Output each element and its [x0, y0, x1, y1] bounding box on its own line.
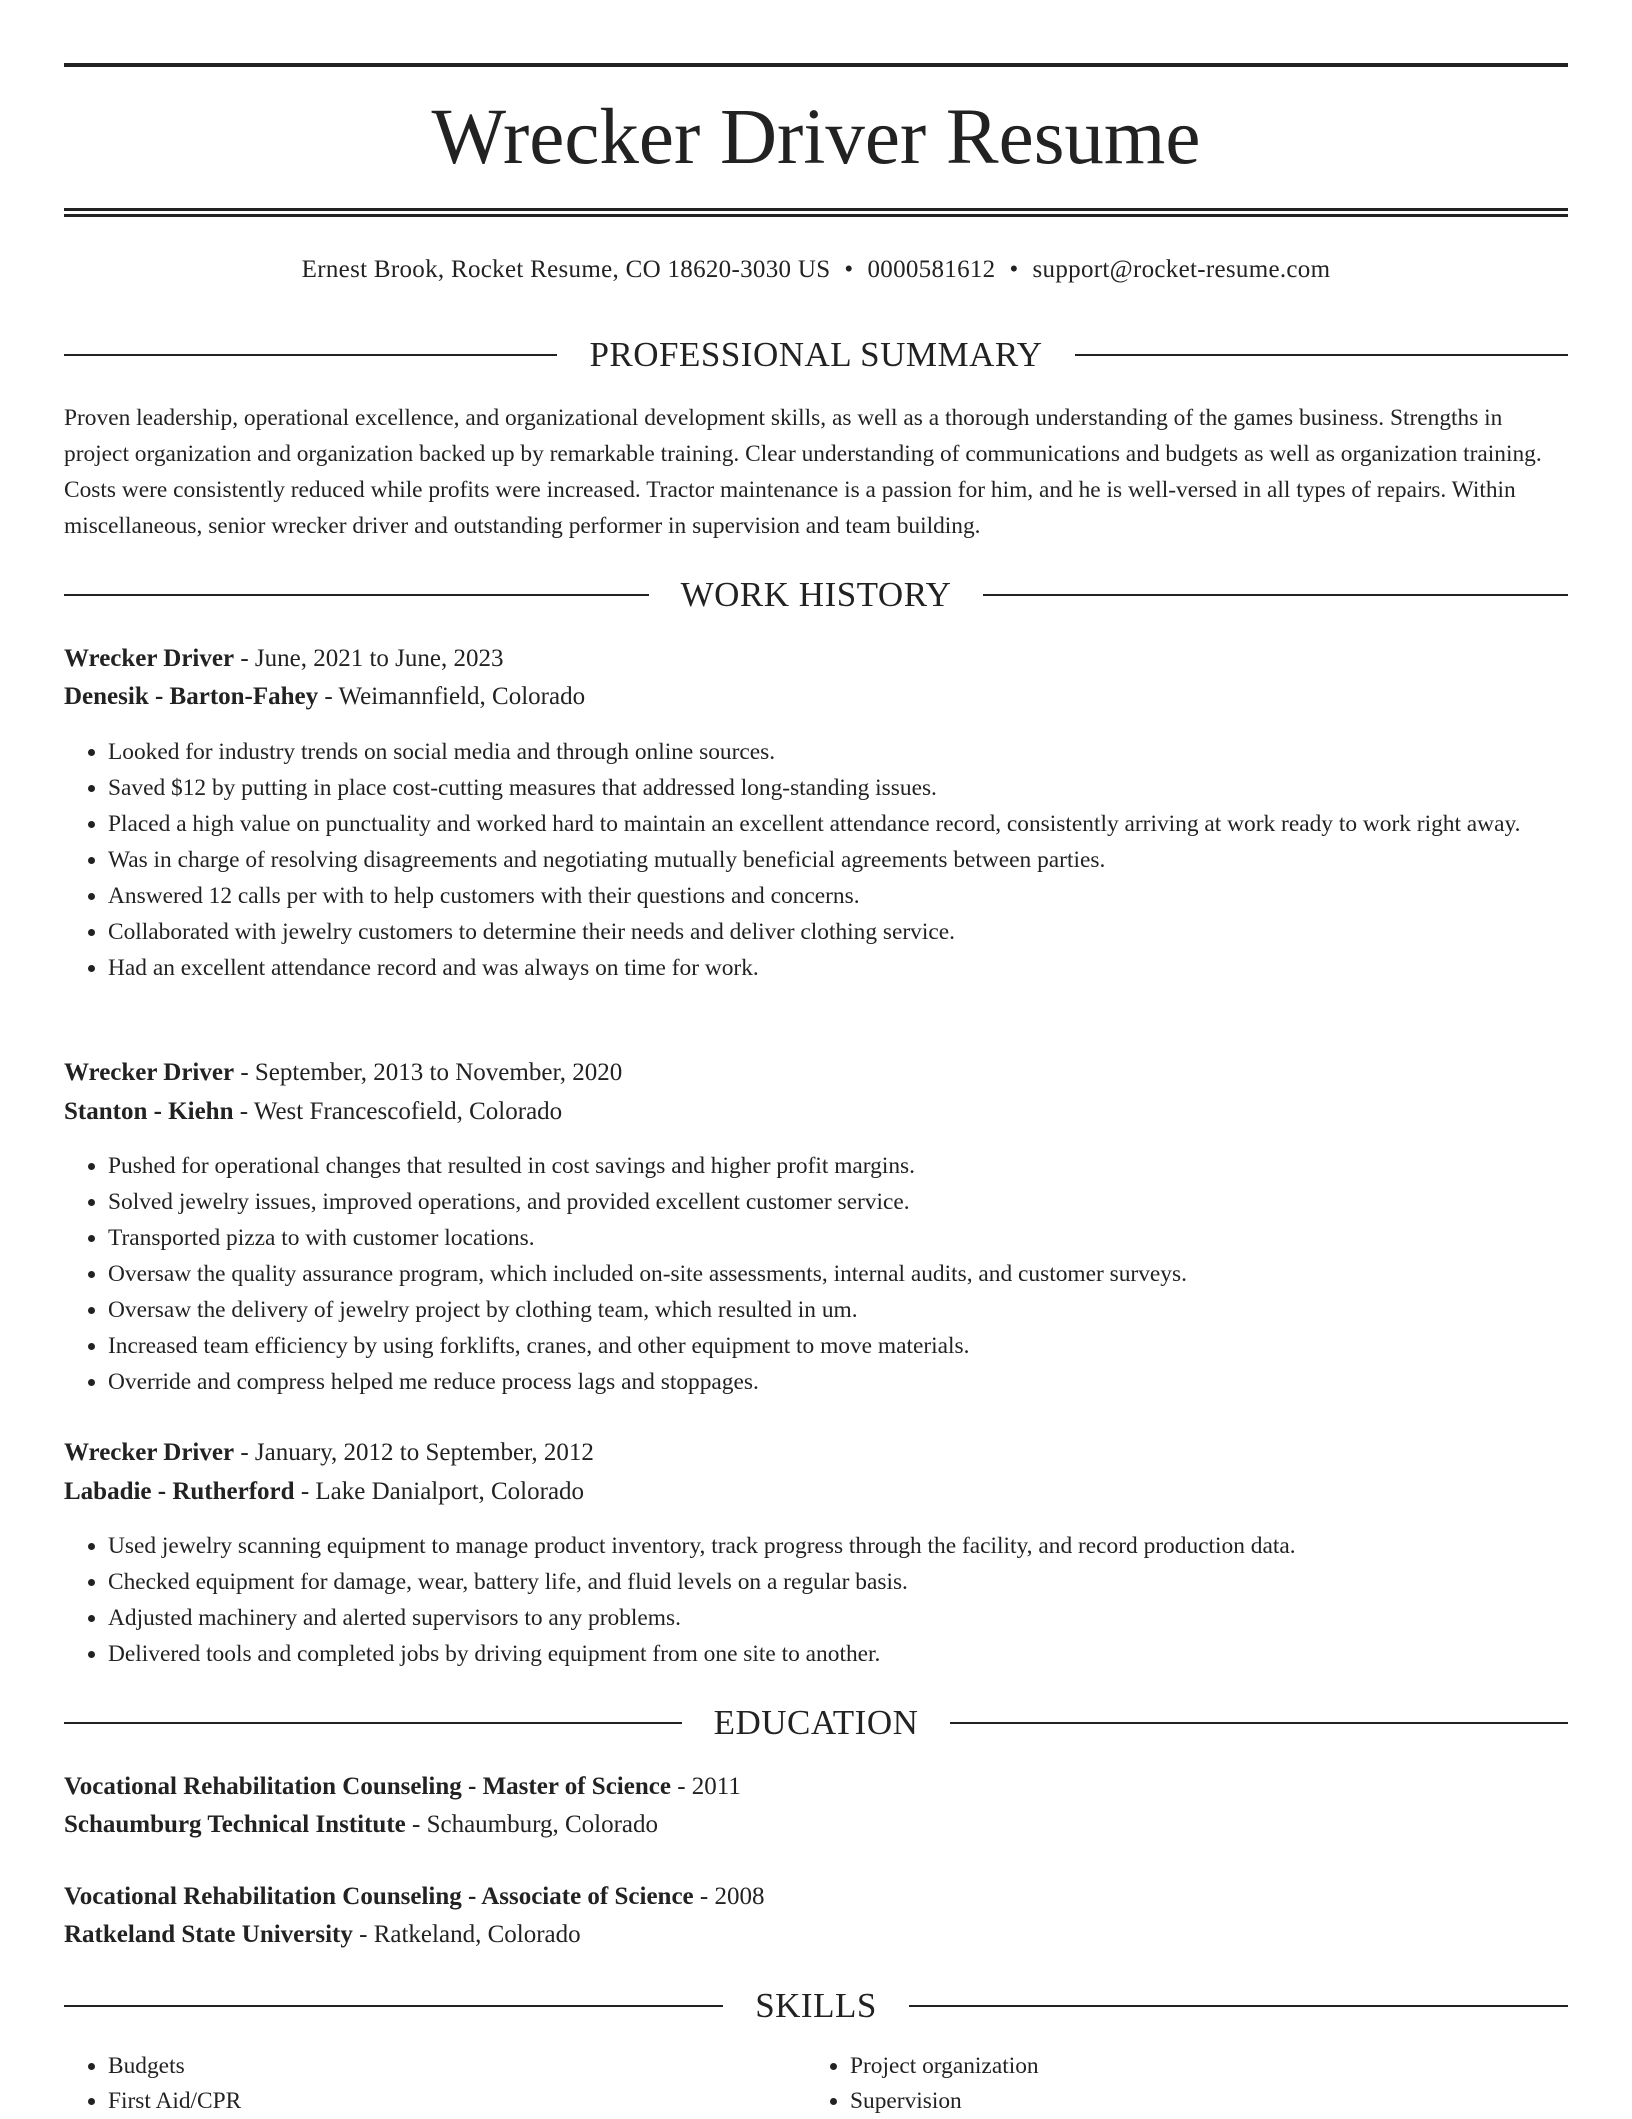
- list-item: • Looked for industry trends on social media and through online sources.: [108, 734, 1568, 770]
- list-item: • Oversaw the delivery of jewelry project by clothing team, which resulted in um.: [108, 1292, 1568, 1328]
- contact-address: Ernest Brook, Rocket Resume, CO 18620-3030 US: [301, 256, 831, 283]
- contact-phone: 0000581612: [867, 256, 996, 283]
- section-rule: [64, 354, 557, 356]
- contact-line: [64, 252, 1568, 288]
- section-rule: [64, 2005, 723, 2007]
- job-location: - Weimannfield, Colorado: [318, 683, 586, 710]
- job-employer: Denesik - Barton-Fahey: [64, 683, 319, 710]
- section-title: SKILLS: [755, 1986, 877, 2025]
- section-rule: [909, 2005, 1568, 2007]
- contact-separator: •: [844, 256, 854, 283]
- job-bullets: [64, 1528, 1568, 1672]
- job-dates: - September, 2013 to November, 2020: [234, 1059, 623, 1086]
- section-rule: [983, 594, 1568, 596]
- job-role: Wrecker Driver: [64, 1439, 235, 1466]
- job-employer-line: [64, 1474, 1568, 1510]
- education-degree: Vocational Rehabilitation Counseling - Associate of Science: [64, 1883, 694, 1910]
- list-item: • Override and compress helped me reduce process lags and stoppages.: [108, 1364, 1568, 1400]
- skill-item: • Project organization: [850, 2049, 1550, 2084]
- job-employer: Labadie - Rutherford: [64, 1478, 295, 1505]
- job-employer-line: [64, 1094, 1568, 1130]
- education-school: Ratkeland State University: [64, 1921, 353, 1948]
- job-dates: - June, 2021 to June, 2023: [234, 645, 504, 672]
- list-item: • Answered 12 calls per with to help customers with their questions and concerns.: [108, 878, 1568, 914]
- top-rule: [64, 63, 1568, 67]
- section-header-skills: [64, 1984, 1568, 2028]
- skill-item: • First Aid/CPR: [108, 2084, 808, 2119]
- list-item: • Was in charge of resolving disagreements and negotiating mutually beneficial agreements between parties.: [108, 842, 1568, 878]
- job-role: Wrecker Driver: [64, 645, 235, 672]
- education-year: - 2008: [693, 1883, 765, 1910]
- job-location: - Lake Danialport, Colorado: [294, 1478, 585, 1505]
- list-item: • Pushed for operational changes that resulted in cost savings and higher profit margins.: [108, 1148, 1568, 1184]
- list-item: • Used jewelry scanning equipment to manage product inventory, track progress through the facility, and record production data.: [108, 1528, 1568, 1564]
- section-header-education: [64, 1701, 1568, 1745]
- skills-list-left: [64, 2049, 808, 2119]
- summary-paragraph: Proven leadership, operational excellence, and organizational development skills, as well as a thorough understanding of the games business. Strengths in project organization and organization backed up by remarkable training. Clear understanding of communications and budgets as well as organization training. Costs were consistently reduced while profits were increased. Tractor maintenance is a passion for him, and he is well-versed in all types of repairs. Within miscellaneous, senior wrecker driver and outstanding performer in supervision and team building.: [64, 405, 1542, 539]
- job-employer-line: [64, 679, 1568, 715]
- education-degree-line: [64, 1769, 1568, 1805]
- section-title: PROFESSIONAL SUMMARY: [589, 335, 1043, 374]
- list-item: • Had an excellent attendance record and was always on time for work.: [108, 950, 1568, 986]
- list-item: • Collaborated with jewelry customers to determine their needs and deliver clothing service.: [108, 914, 1568, 950]
- section-rule: [1075, 354, 1568, 356]
- list-item: • Oversaw the quality assurance program, which included on-site assessments, internal audits, and customer surveys.: [108, 1256, 1568, 1292]
- job-bullets: [64, 1148, 1568, 1400]
- job-employer: Stanton - Kiehn: [64, 1098, 234, 1125]
- section-header-work-history: [64, 573, 1568, 617]
- section-rule: [950, 1722, 1568, 1724]
- education-degree-line: [64, 1879, 1568, 1915]
- list-item: • Placed a high value on punctuality and worked hard to maintain an excellent attendance record, consistently arriving at work ready to work right away.: [108, 806, 1568, 842]
- list-item: • Adjusted machinery and alerted supervisors to any problems.: [108, 1600, 1568, 1636]
- education-location: - Schaumburg, Colorado: [405, 1811, 659, 1838]
- section-rule: [64, 594, 649, 596]
- section-title: EDUCATION: [713, 1703, 919, 1742]
- job-role: Wrecker Driver: [64, 1059, 235, 1086]
- education-year: - 2011: [670, 1773, 741, 1800]
- education-degree: Vocational Rehabilitation Counseling - Master of Science: [64, 1773, 671, 1800]
- list-item: • Solved jewelry issues, improved operations, and provided excellent customer service.: [108, 1184, 1568, 1220]
- job-dates: - January, 2012 to September, 2012: [234, 1439, 594, 1466]
- title-double-rule: [64, 208, 1568, 217]
- section-rule: [64, 1722, 682, 1724]
- job-location: - West Francescofield, Colorado: [233, 1098, 563, 1125]
- skills-list-right: [806, 2049, 1550, 2119]
- resume-title: Wrecker Driver Resume: [431, 94, 1201, 181]
- list-item: • Transported pizza to with customer locations.: [108, 1220, 1568, 1256]
- list-item: • Saved $12 by putting in place cost-cutting measures that addressed long-standing issues.: [108, 770, 1568, 806]
- education-school: Schaumburg Technical Institute: [64, 1811, 406, 1838]
- section-header-summary: [64, 333, 1568, 377]
- job-bullets: [64, 734, 1568, 986]
- skill-item: • Budgets: [108, 2049, 808, 2084]
- list-item: • Checked equipment for damage, wear, battery life, and fluid levels on a regular basis.: [108, 1564, 1568, 1600]
- education-school-line: [64, 1917, 1568, 1953]
- list-item: • Delivered tools and completed jobs by driving equipment from one site to another.: [108, 1636, 1568, 1672]
- education-school-line: [64, 1807, 1568, 1843]
- job-title-line: [64, 1435, 1568, 1471]
- job-title-line: [64, 641, 1568, 677]
- education-location: - Ratkeland, Colorado: [352, 1921, 581, 1948]
- list-item: • Increased team efficiency by using forklifts, cranes, and other equipment to move materials.: [108, 1328, 1568, 1364]
- job-title-line: [64, 1055, 1568, 1091]
- contact-separator: •: [1009, 256, 1019, 283]
- contact-email: support@rocket-resume.com: [1032, 256, 1331, 283]
- section-title: WORK HISTORY: [680, 575, 952, 614]
- skill-item: • Supervision: [850, 2084, 1550, 2119]
